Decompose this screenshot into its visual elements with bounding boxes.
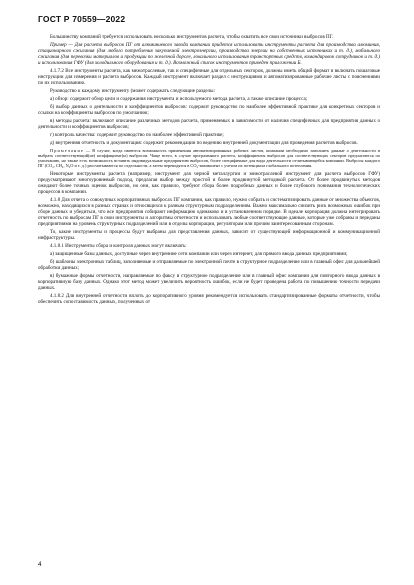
body-paragraph <box>38 197 380 227</box>
standard-header: ГОСТ Р 70559—2022 <box>38 14 126 24</box>
body-paragraph <box>38 243 380 249</box>
paragraph-text: То, какие инструменты и процессы будут выбраны для представления данных, зависит от существующей информационной и коммуникационной инфраструктуры. <box>38 229 380 242</box>
body-paragraph <box>38 132 380 138</box>
paragraph-text: д) внутренняя отчетность и документация: содержит рекомендации по ведению внутренней документации для проведения расчетов выбросов. <box>50 139 358 146</box>
paragraph-text: Большинству компаний требуется использовать несколько инструментов расчета, чтобы охватить все свои источники выбросов ПГ. <box>50 34 334 40</box>
paragraph-text: в) бумажные формы отчетности, направляемые по факсу в структурное подразделение или в главный офис компании для повторного ввода данных в корпоративную базу данных. Однако этот метод может увеличить вероятность ошибок, если не будет проведена работа по повышению точности передачи данных. <box>38 272 380 292</box>
note-label: Примечание <box>50 147 84 153</box>
page-number: 4 <box>38 561 42 568</box>
paragraph-text: — В случае, когда имеются возможность применения автоматизированных рабочих листов, компании необходимо заполнить данные о деятельности и выбрать соответствующий(ие) коэффициент(ы) выбросов. Чаще всего, в случае программного расчета, коэффициенты выбросов для соответствующих секторов предлагаются по умолчанию, но также есть возможность вставить индивидуальные предприятию выбросов, более специфичные для вида деятельности отчитывающейся компании. Выбросы каждого ПГ (CO₂, CH₄, N₂O и т. д.) рассчитываются по отдельности, а затем переводятся в CO₂-эквивалент с учетом их потенциала глобального потепления. <box>38 147 380 169</box>
paragraph-text: а) защищенные базы данных, доступные через внутренние сети компании или через интернет, для прямого ввода данных предприятиями; <box>50 251 348 257</box>
body-paragraph <box>38 42 380 66</box>
note-paragraph <box>38 148 380 169</box>
paragraph-text: б) выбор данных о деятельности и коэффициентов выбросов: содержит руководство по наиболее эффективной практике для конкретных секторов и ссылки на коэффициенты выбросов по умолчанию; <box>38 103 380 117</box>
document-body <box>38 34 380 307</box>
body-paragraph <box>38 171 380 195</box>
body-paragraph <box>38 104 380 116</box>
body-paragraph <box>38 251 380 257</box>
body-paragraph <box>38 293 380 305</box>
paragraph-text: Некоторые инструменты расчета (например, инструмент для черной металлургии и межотраслевой инструмент для расчета выбросов ГФУ) предусматривают многоуровневый подход, предлагая выбор между простой и более продвинутой методикой расчета. От более продвинутых методов ожидают более точных оценок выбросов, но они, как правило, требуют сбора более подробных данных и более глубокого понимания технологических процессов в компании. <box>38 170 380 195</box>
body-paragraph <box>38 88 380 94</box>
paragraph-text: 4.1.7.2 Все инструменты расчета, как межотраслевые, так и специфичные для отдельных секторов, должны иметь общий формат и включать пошаговые инструкции для измерения и расчета выбросов. Каждый инструмент включает раздел с инструкциями и автоматизированные рабочие листы с пояснениями по их использованию. <box>38 68 380 87</box>
paragraph-text: 4.1.8.2 Для внутренней отчетности вплоть до корпоративного уровня рекомендуется использовать стандартизированные форматы отчетности, чтобы обеспечить сопоставимость данных, полученных от <box>38 292 380 306</box>
paragraph-text: Руководство к каждому инструменту (может содержать следующие разделы: <box>50 88 215 95</box>
body-paragraph <box>38 118 380 130</box>
paragraph-text: Пример — Для расчета выбросов ПГ от алюминиевого завода компании придется использовать инструменты расчета для производства алюминия, стационарного сжигания (для любого потребления закупаемой электроэнергии, производства энергии на собственных источниках и т. д.), мобильного сжигания (для перевозки материалов и продукции по железной дороге, локального использования транспортных средств, командировок сотрудников и т. д.) и использования ГФУ (для холодильного оборудования и т. д.). Возможный список инструментов приведен приложении Б. <box>38 41 380 67</box>
body-paragraph <box>38 273 380 291</box>
body-paragraph <box>38 68 380 86</box>
paragraph-text: 4.1.8 Для отчета о совокупных корпоративных выбросах ПГ компании, как правило, нужно собрать и систематизировать данные от множества объектов, возможно, находящихся в разных странах и относящихся к разным структурным подразделениям. Важно максимально снизить риск возможных ошибок при сборе данных и убедиться, что все предприятия собирают информацию одинаково и в установленном порядке. В идеале корпорация должна интегрировать отчетность по выбросам ПГ в свои инструменты и алгоритмы отчетности и использовать любые соответствующие данные, которые уже собраны и переданы предприятиями на уровень структурных подразделений или в отделы корпорации, регуляторам или прочим заинтересованным сторонам. <box>38 196 380 228</box>
paragraph-text: г) контроль качества: содержит руководство по наиболее эффективной практике; <box>50 131 224 138</box>
body-paragraph <box>38 229 380 241</box>
body-paragraph <box>38 259 380 271</box>
body-paragraph <box>38 34 380 40</box>
paragraph-text: б) шаблоны электронных таблиц, заполняемые и отправляемые по электронной почте в структурное подразделение или в главный офис для дальнейшей обработки данных; <box>38 258 380 271</box>
paragraph-text: в) методы расчета: включают описание различных методов расчета, применяемых в зависимости от наличия специфичных для предприятия данных о деятельности и коэффициентов выбросов; <box>38 117 380 130</box>
body-paragraph <box>38 96 380 102</box>
paragraph-text: а) обзор: содержит обзор цели и содержания инструмента и используемого метода расчета, а также описание процесса; <box>50 96 308 103</box>
body-paragraph <box>38 140 380 146</box>
paragraph-text: 4.1.8.1 Инструменты сбора и контроля данных могут включать: <box>50 243 187 250</box>
